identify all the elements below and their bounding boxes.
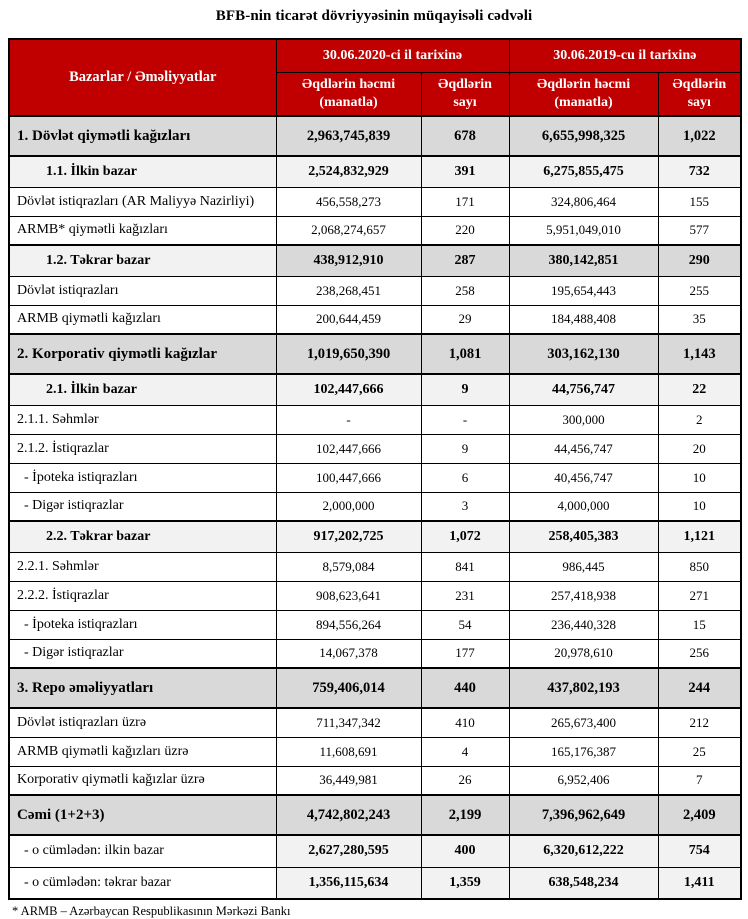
row-label: 1. Dövlət qiymətli kağızları	[9, 116, 276, 156]
table-row	[9, 245, 741, 276]
row-value: 20,978,610	[509, 639, 658, 668]
row-value: 1,019,650,390	[276, 334, 421, 374]
row-value: 577	[658, 216, 741, 245]
row-value: 380,142,851	[509, 245, 658, 276]
row-value: 908,623,641	[276, 581, 421, 610]
column-group-2019: 30.06.2019-cu il tarixinə	[509, 39, 741, 72]
column-header-volume-2019: Əqdlərin həcmi (manatla)	[509, 72, 658, 116]
row-value: 244	[658, 668, 741, 708]
row-value: 410	[421, 708, 509, 737]
row-value: 231	[421, 581, 509, 610]
row-value: 54	[421, 610, 509, 639]
table-row	[9, 639, 741, 668]
row-label: Dövlət istiqrazları (AR Maliyyə Nazirliyi)	[9, 187, 276, 216]
row-value: 100,447,666	[276, 463, 421, 492]
row-value: 44,756,747	[509, 374, 658, 405]
page-title: BFB-nin ticarət dövriyyəsinin müqayisəli cədvəli	[215, 8, 533, 24]
row-label: 1.1. İlkin bazar	[9, 156, 276, 187]
row-value: 212	[658, 708, 741, 737]
row-label: Cəmi (1+2+3)	[9, 795, 276, 835]
row-value: 732	[658, 156, 741, 187]
table-row	[9, 581, 741, 610]
table-row	[9, 434, 741, 463]
table-row	[9, 867, 741, 899]
table-row	[9, 737, 741, 766]
row-value: 3	[421, 492, 509, 521]
row-value: 155	[658, 187, 741, 216]
row-value: 8,579,084	[276, 552, 421, 581]
row-value: 300,000	[509, 405, 658, 434]
row-value: 894,556,264	[276, 610, 421, 639]
row-value: 440	[421, 668, 509, 708]
row-value: 303,162,130	[509, 334, 658, 374]
table-row	[9, 305, 741, 334]
row-value: 1,072	[421, 521, 509, 552]
row-value: 177	[421, 639, 509, 668]
column-header-count-2019: Əqdlərin sayı	[658, 72, 741, 116]
row-value: 841	[421, 552, 509, 581]
row-value: 4	[421, 737, 509, 766]
table-row	[9, 766, 741, 795]
row-label: 2.2.2. İstiqrazlar	[9, 581, 276, 610]
row-value: 5,951,049,010	[509, 216, 658, 245]
row-value: 456,558,273	[276, 187, 421, 216]
table-row	[9, 668, 741, 708]
row-value: 638,548,234	[509, 867, 658, 899]
table-row	[9, 708, 741, 737]
row-label: ARMB* qiymətli kağızları	[9, 216, 276, 245]
table-row	[9, 552, 741, 581]
row-value: 22	[658, 374, 741, 405]
column-header-count-2020: Əqdlərin sayı	[421, 72, 509, 116]
row-value: 6,320,612,222	[509, 835, 658, 867]
row-label: 1.2. Təkrar bazar	[9, 245, 276, 276]
row-label: 2. Korporativ qiymətli kağızlar	[9, 334, 276, 374]
table-header	[9, 39, 741, 116]
row-value: 438,912,910	[276, 245, 421, 276]
row-value: 6	[421, 463, 509, 492]
row-value: -	[276, 405, 421, 434]
row-value: -	[421, 405, 509, 434]
row-value: 6,655,998,325	[509, 116, 658, 156]
row-label: Korporativ qiymətli kağızlar üzrə	[9, 766, 276, 795]
row-label: - o cümlədən: ilkin bazar	[9, 835, 276, 867]
row-value: 1,356,115,634	[276, 867, 421, 899]
row-value: 102,447,666	[276, 374, 421, 405]
row-value: 759,406,014	[276, 668, 421, 708]
row-value: 258	[421, 276, 509, 305]
row-value: 678	[421, 116, 509, 156]
row-value: 6,952,406	[509, 766, 658, 795]
row-value: 2,068,274,657	[276, 216, 421, 245]
row-label: 2.1. İlkin bazar	[9, 374, 276, 405]
row-value: 400	[421, 835, 509, 867]
row-value: 290	[658, 245, 741, 276]
table-row	[9, 405, 741, 434]
row-value: 220	[421, 216, 509, 245]
row-value: 10	[658, 492, 741, 521]
table-row	[9, 156, 741, 187]
row-value: 257,418,938	[509, 581, 658, 610]
row-label: Dövlət istiqrazları üzrə	[9, 708, 276, 737]
row-value: 14,067,378	[276, 639, 421, 668]
row-label: - İpoteka istiqrazları	[9, 463, 276, 492]
column-group-2020: 30.06.2020-ci il tarixinə	[276, 39, 509, 72]
row-value: 2,000,000	[276, 492, 421, 521]
row-value: 9	[421, 374, 509, 405]
row-value: 7	[658, 766, 741, 795]
row-value: 2,524,832,929	[276, 156, 421, 187]
row-value: 850	[658, 552, 741, 581]
row-value: 236,440,328	[509, 610, 658, 639]
row-value: 2,627,280,595	[276, 835, 421, 867]
column-header-markets-operations: Bazarlar / Əməliyyatlar	[9, 39, 276, 116]
row-value: 9	[421, 434, 509, 463]
row-value: 917,202,725	[276, 521, 421, 552]
row-value: 25	[658, 737, 741, 766]
row-value: 271	[658, 581, 741, 610]
table-row	[9, 187, 741, 216]
row-value: 11,608,691	[276, 737, 421, 766]
row-value: 1,143	[658, 334, 741, 374]
row-value: 2	[658, 405, 741, 434]
row-label: 2.1.2. İstiqrazlar	[9, 434, 276, 463]
row-label: 2.2. Təkrar bazar	[9, 521, 276, 552]
column-header-volume-2020: Əqdlərin həcmi (manatla)	[276, 72, 421, 116]
row-value: 1,411	[658, 867, 741, 899]
row-value: 195,654,443	[509, 276, 658, 305]
row-label: 2.1.1. Səhmlər	[9, 405, 276, 434]
row-value: 255	[658, 276, 741, 305]
row-label: - İpoteka istiqrazları	[9, 610, 276, 639]
table-row	[9, 374, 741, 405]
row-label: 2.2.1. Səhmlər	[9, 552, 276, 581]
row-label: ARMB qiymətli kağızları üzrə	[9, 737, 276, 766]
comparison-table	[8, 38, 742, 900]
table-body	[9, 116, 741, 899]
row-value: 6,275,855,475	[509, 156, 658, 187]
row-value: 36,449,981	[276, 766, 421, 795]
row-label: 3. Repo əməliyyatları	[9, 668, 276, 708]
row-value: 754	[658, 835, 741, 867]
table-row	[9, 334, 741, 374]
row-value: 102,447,666	[276, 434, 421, 463]
header-row-years	[9, 39, 741, 72]
row-value: 324,806,464	[509, 187, 658, 216]
page	[0, 8, 748, 918]
row-value: 4,742,802,243	[276, 795, 421, 835]
row-value: 10	[658, 463, 741, 492]
row-value: 2,199	[421, 795, 509, 835]
row-value: 1,121	[658, 521, 741, 552]
row-value: 7,396,962,649	[509, 795, 658, 835]
row-value: 287	[421, 245, 509, 276]
row-value: 2,409	[658, 795, 741, 835]
row-value: 258,405,383	[509, 521, 658, 552]
row-value: 1,081	[421, 334, 509, 374]
table-row	[9, 116, 741, 156]
row-value: 986,445	[509, 552, 658, 581]
row-value: 171	[421, 187, 509, 216]
row-label: - o cümlədən: təkrar bazar	[9, 867, 276, 899]
table-row	[9, 216, 741, 245]
table-row	[9, 521, 741, 552]
row-value: 256	[658, 639, 741, 668]
row-value: 1,359	[421, 867, 509, 899]
table-row	[9, 492, 741, 521]
footnote: * ARMB – Azərbaycan Respublikasının Mərkəzi Bankı	[12, 904, 291, 918]
table-row	[9, 276, 741, 305]
row-value: 391	[421, 156, 509, 187]
row-value: 238,268,451	[276, 276, 421, 305]
table-row	[9, 610, 741, 639]
row-label: - Digər istiqrazlar	[9, 492, 276, 521]
row-value: 184,488,408	[509, 305, 658, 334]
row-value: 265,673,400	[509, 708, 658, 737]
table-row	[9, 795, 741, 835]
row-value: 35	[658, 305, 741, 334]
row-value: 15	[658, 610, 741, 639]
row-value: 40,456,747	[509, 463, 658, 492]
row-label: ARMB qiymətli kağızları	[9, 305, 276, 334]
row-value: 711,347,342	[276, 708, 421, 737]
row-value: 200,644,459	[276, 305, 421, 334]
row-value: 26	[421, 766, 509, 795]
row-label: Dövlət istiqrazları	[9, 276, 276, 305]
row-value: 29	[421, 305, 509, 334]
row-value: 2,963,745,839	[276, 116, 421, 156]
row-value: 165,176,387	[509, 737, 658, 766]
table-row	[9, 463, 741, 492]
table-row	[9, 835, 741, 867]
row-value: 4,000,000	[509, 492, 658, 521]
row-value: 44,456,747	[509, 434, 658, 463]
row-value: 20	[658, 434, 741, 463]
row-value: 437,802,193	[509, 668, 658, 708]
row-value: 1,022	[658, 116, 741, 156]
row-label: - Digər istiqrazlar	[9, 639, 276, 668]
